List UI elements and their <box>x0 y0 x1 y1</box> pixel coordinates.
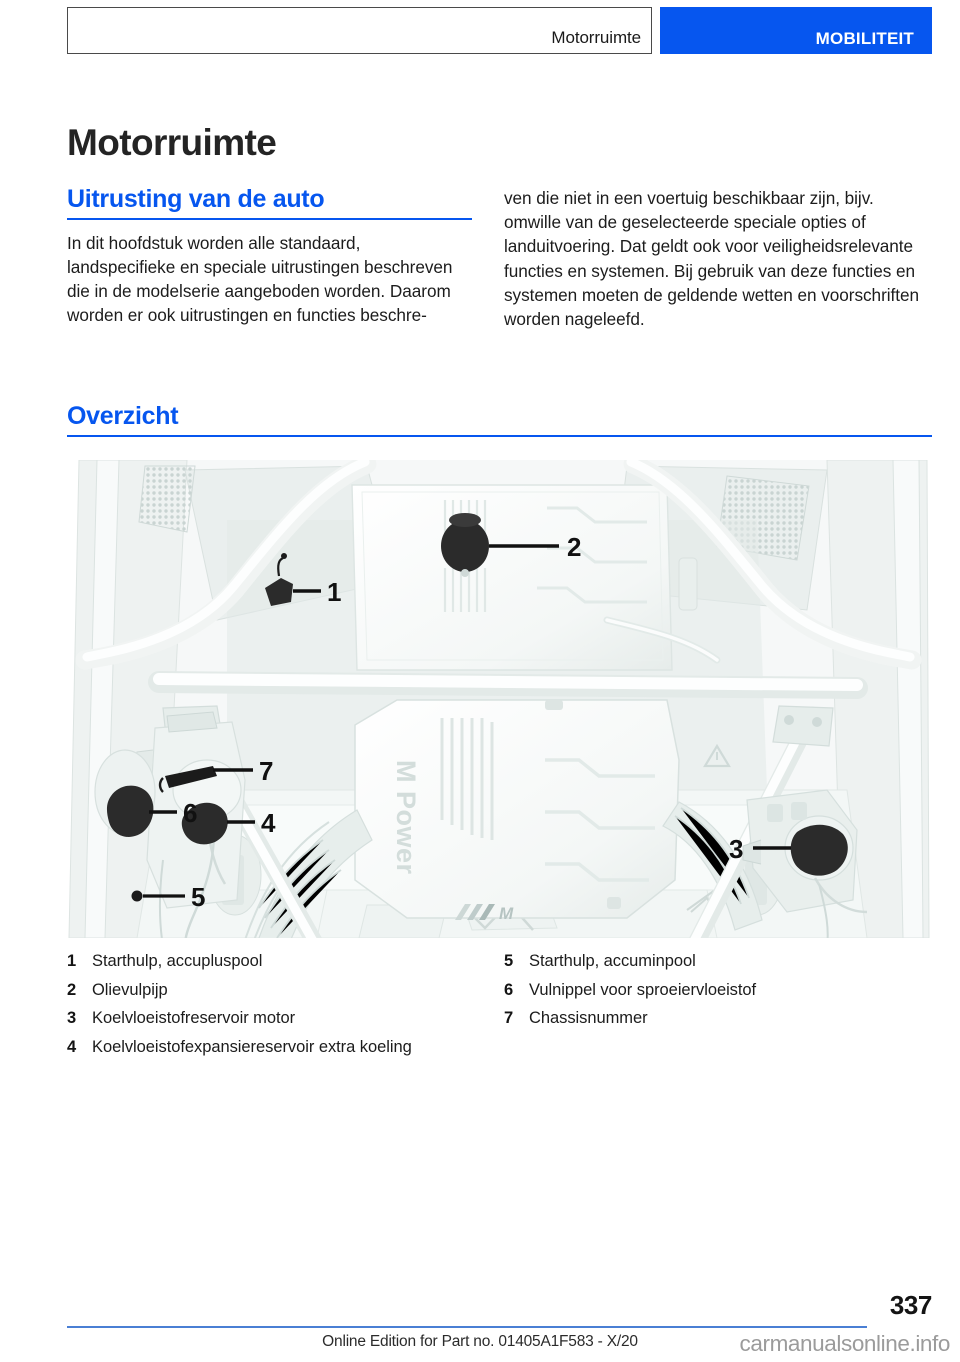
breadcrumb-tab <box>67 7 652 54</box>
legend-column-left <box>67 952 497 1066</box>
engine-bay-figure <box>67 460 932 938</box>
legend-number: 1 <box>67 952 77 970</box>
heading-overzicht: Overzicht <box>67 402 179 430</box>
page-title: Motorruimte <box>67 121 277 163</box>
legend-item <box>67 1038 497 1067</box>
legend-label: Starthulp, accupluspool <box>92 952 263 970</box>
legend-item <box>67 952 497 981</box>
left-column <box>67 186 472 327</box>
footer-edition-note: Online Edition for Part no. 01405A1F583 - X/20 <box>322 1333 638 1350</box>
legend-item <box>504 981 934 1010</box>
callout-label-6: 6 <box>183 798 198 828</box>
svg-text:M: M <box>499 904 514 923</box>
section-overzicht <box>67 403 932 448</box>
page-number: 337 <box>889 1290 932 1320</box>
heading-underline-overzicht <box>67 435 932 437</box>
section-tab-label: MOBILITEIT <box>815 29 914 48</box>
legend-label: Starthulp, accuminpool <box>529 952 696 970</box>
right-column <box>504 186 932 331</box>
legend-number: 6 <box>504 980 514 999</box>
legend-item <box>504 1009 934 1038</box>
legend-label: Olievulpijp <box>92 980 168 999</box>
legend-number: 2 <box>67 980 77 999</box>
legend-label: Chassisnummer <box>529 1009 648 1027</box>
heading-uitrusting-van-de-auto: Uitrusting van de auto <box>67 185 325 213</box>
legend-number: 7 <box>504 1009 514 1027</box>
callout-label-7: 7 <box>259 756 274 786</box>
legend-item <box>504 952 934 981</box>
callout-label-3: 3 <box>729 834 744 864</box>
legend-column-right <box>504 952 934 1038</box>
heading-underline <box>67 218 472 220</box>
legend-label: Koelvloeistofexpansiereservoir extra koeling <box>92 1037 412 1056</box>
breadcrumb-label: Motorruimte <box>551 28 641 47</box>
intro-paragraph-part1: In dit hoofdstuk worden alle standaard, landspecifieke en speciale uitrustingen beschreven die in de modelserie aangeboden worden. Daarom worden er ook uitrustingen en functies beschre- <box>67 232 453 326</box>
watermark: carmanualsonline.info <box>739 1331 950 1356</box>
legend-item <box>67 1009 497 1038</box>
legend-number: 5 <box>504 952 514 970</box>
intro-paragraph-part2: ven die niet in een voertuig beschikbaar zijn, bijv. omwille van de geselecteerde speciale opties of landuitvoering. Dat geldt ook voor veiligheidsrelevante functies en systemen. Bij gebruik van deze functies en systemen moeten de geldende wetten en voorschriften worden nageleefd. <box>504 188 919 330</box>
callout-label-5: 5 <box>191 882 206 912</box>
legend-label: Koelvloeistofreservoir motor <box>92 1009 296 1027</box>
callout-label-2: 2 <box>567 532 582 562</box>
legend-item <box>67 981 497 1010</box>
legend-number: 4 <box>67 1037 77 1056</box>
engine-cover-text: M Power <box>391 760 421 875</box>
callout-label-4: 4 <box>261 808 276 838</box>
footer-divider <box>67 1326 867 1328</box>
section-tab-mobiliteit <box>660 7 932 54</box>
legend-number: 3 <box>67 1009 77 1027</box>
callout-label-1: 1 <box>327 577 342 607</box>
legend-label: Vulnippel voor sproeiervloeistof <box>529 980 757 999</box>
page-header <box>0 0 960 60</box>
